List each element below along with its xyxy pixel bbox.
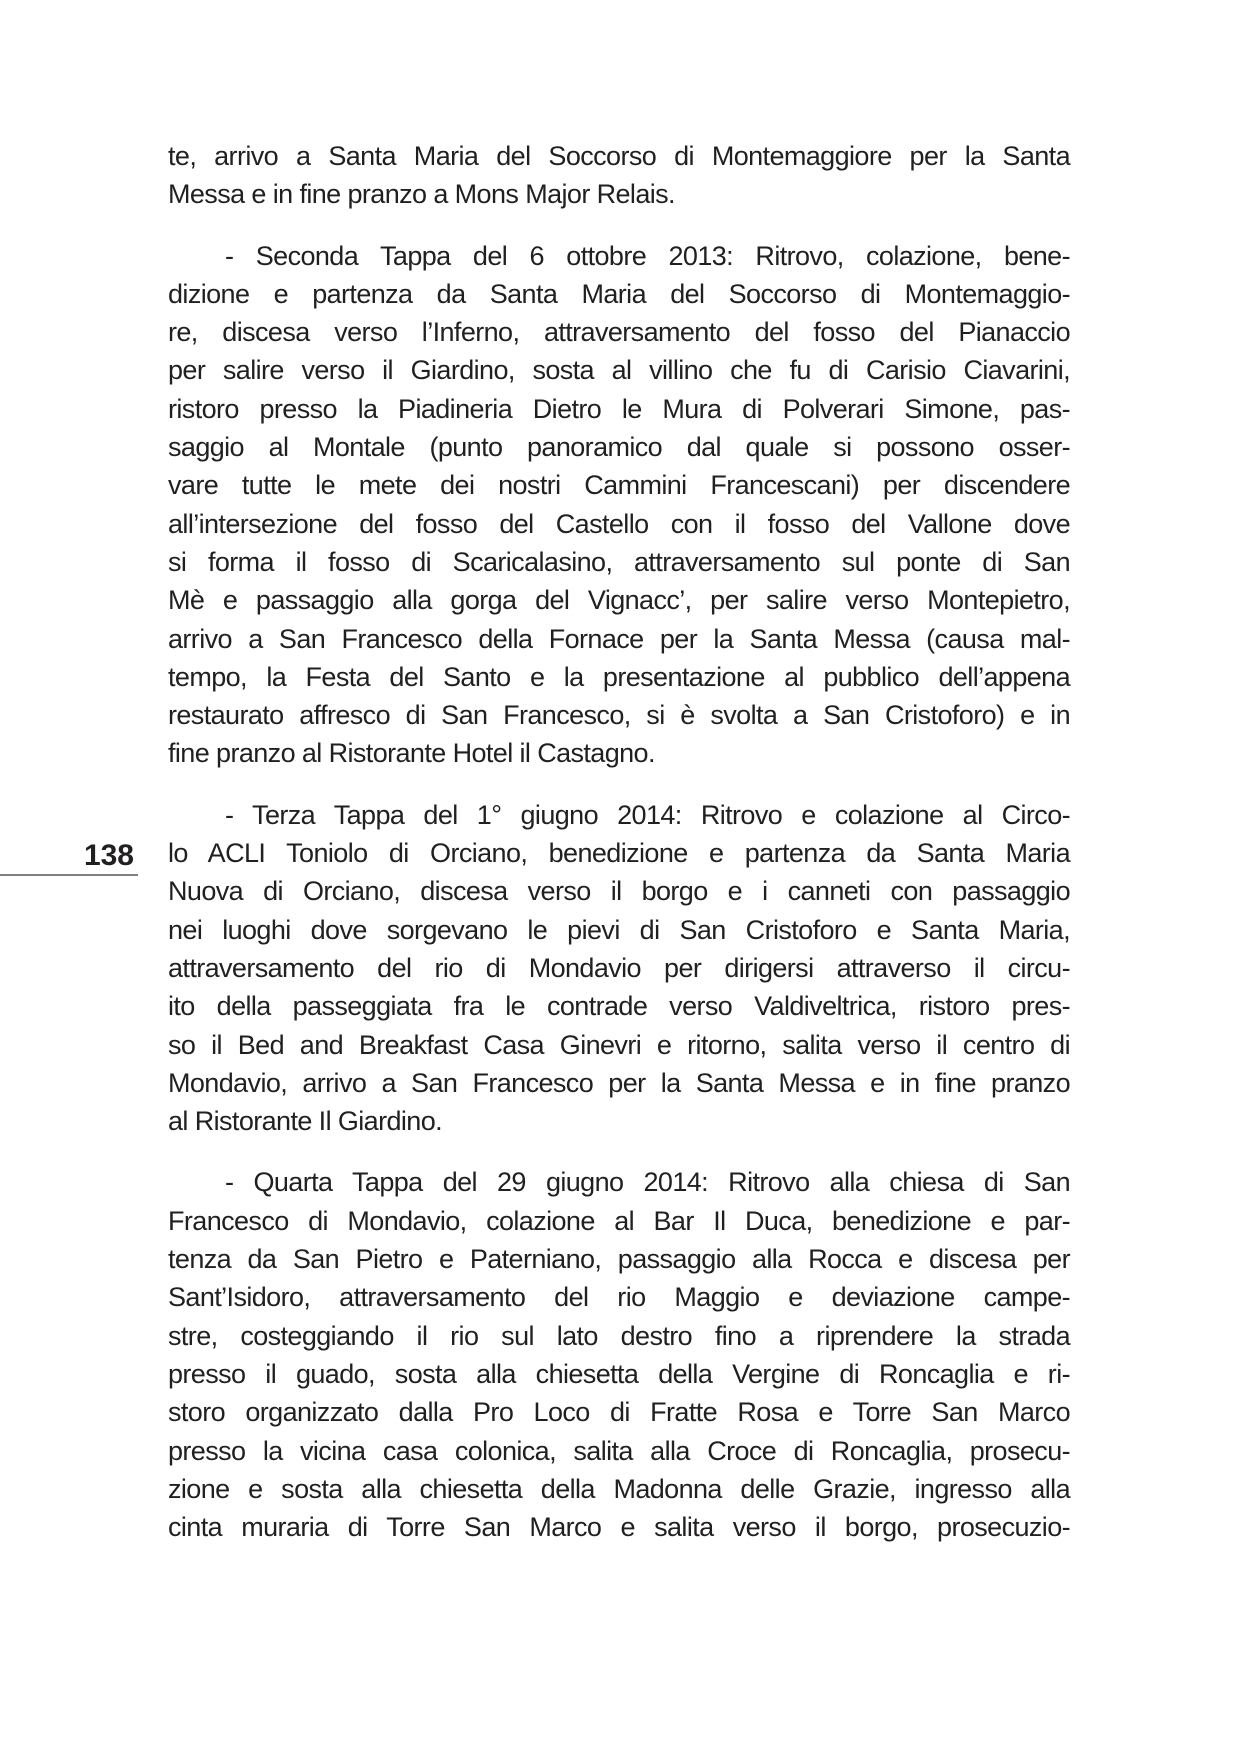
text-line: dizione e partenza da Santa Maria del Soccorso di Montemaggio- <box>168 278 1070 309</box>
text-line: Sant’Isidoro, attraversamento del rio Maggio e deviazione campe- <box>168 1282 1070 1313</box>
text-line: restaurato affresco di San Francesco, si è svolta a San Cristoforo) e in <box>168 700 1070 731</box>
text-line: nei luoghi dove sorgevano le pievi di San Cristoforo e Santa Maria, <box>168 914 1070 945</box>
paragraph <box>168 1163 1070 1546</box>
paragraph <box>168 137 1070 214</box>
text-line: stre, costeggiando il rio sul lato destro fino a riprendere la strada <box>168 1320 1070 1351</box>
text-line: Messa e in fine pranzo a Mons Major Relais. <box>168 179 675 210</box>
text-line: lo ACLI Toniolo di Orciano, benedizione e partenza da Santa Maria <box>168 838 1070 869</box>
text-line: - Quarta Tappa del 29 giugno 2014: Ritrovo alla chiesa di San <box>225 1167 1070 1198</box>
text-line: cinta muraria di Torre San Marco e salita verso il borgo, prosecuzio- <box>168 1512 1070 1543</box>
paragraph <box>168 237 1070 773</box>
text-line: ito della passeggiata fra le contrade verso Valdiveltrica, ristoro pres- <box>168 991 1070 1022</box>
text-line: al Ristorante Il Giardino. <box>168 1106 443 1137</box>
text-line: zione e sosta alla chiesetta della Madonna delle Grazie, ingresso alla <box>168 1473 1070 1504</box>
text-line: si forma il fosso di Scaricalasino, attraversamento sul ponte di San <box>168 546 1070 577</box>
page-number-rule <box>0 874 138 876</box>
text-line: tempo, la Festa del Santo e la presentazione al pubblico dell’appena <box>168 661 1070 692</box>
text-line: Francesco di Mondavio, colazione al Bar Il Duca, benedizione e par- <box>168 1205 1070 1236</box>
text-line: Mè e passaggio alla gorga del Vignacc’, per salire verso Montepietro, <box>168 585 1070 616</box>
text-line: Nuova di Orciano, discesa verso il borgo e i canneti con passaggio <box>168 876 1070 907</box>
text-line: tenza da San Pietro e Paterniano, passaggio alla Rocca e discesa per <box>168 1244 1070 1275</box>
text-line: - Terza Tappa del 1° giugno 2014: Ritrovo e colazione al Circo- <box>225 799 1070 830</box>
page-number: 138 <box>83 839 134 872</box>
text-line: attraversamento del rio di Mondavio per dirigersi attraverso il circu- <box>168 952 1070 983</box>
text-line: storo organizzato dalla Pro Loco di Fratte Rosa e Torre San Marco <box>168 1397 1070 1428</box>
text-line: vare tutte le mete dei nostri Cammini Francescani) per discendere <box>168 470 1070 501</box>
text-line: presso la vicina casa colonica, salita alla Croce di Roncaglia, prosecu- <box>168 1435 1070 1466</box>
text-column <box>168 137 1070 1546</box>
text-line: fine pranzo al Ristorante Hotel il Castagno. <box>168 738 655 769</box>
text-line: saggio al Montale (punto panoramico dal quale si possono osser- <box>168 432 1070 463</box>
text-line: per salire verso il Giardino, sosta al villino che fu di Carisio Ciavarini, <box>168 355 1070 386</box>
text-line: presso il guado, sosta alla chiesetta della Vergine di Roncaglia e ri- <box>168 1358 1070 1389</box>
text-line: all’intersezione del fosso del Castello con il fosso del Vallone dove <box>168 508 1070 539</box>
paragraph <box>168 796 1070 1141</box>
text-line: ristoro presso la Piadineria Dietro le Mura di Polverari Simone, pas- <box>168 393 1070 424</box>
text-line: arrivo a San Francesco della Fornace per la Santa Messa (causa mal- <box>168 623 1070 654</box>
text-line: re, discesa verso l’Inferno, attraversamento del fosso del Pianaccio <box>168 317 1070 348</box>
text-line: so il Bed and Breakfast Casa Ginevri e ritorno, salita verso il centro di <box>168 1029 1070 1060</box>
text-line: - Seconda Tappa del 6 ottobre 2013: Ritrovo, colazione, bene- <box>225 240 1070 271</box>
text-line: Mondavio, arrivo a San Francesco per la Santa Messa e in fine pranzo <box>168 1067 1070 1098</box>
text-line: te, arrivo a Santa Maria del Soccorso di Montemaggiore per la Santa <box>168 141 1070 171</box>
